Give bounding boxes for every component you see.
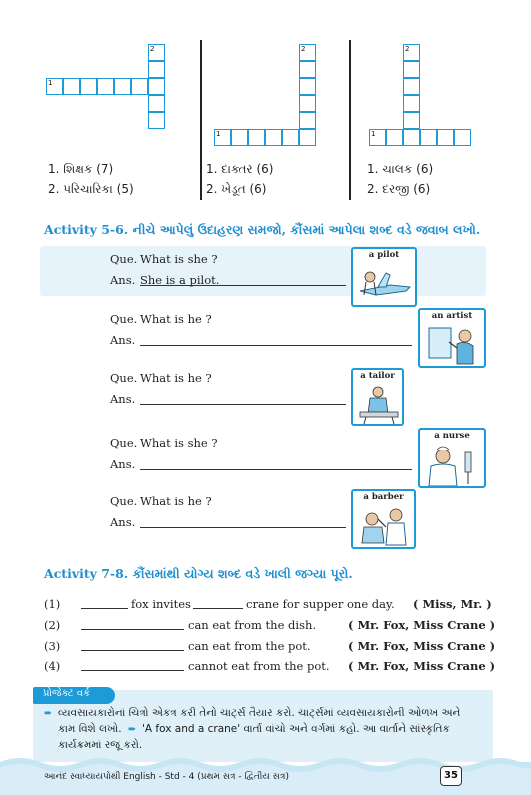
picture-caption: an artist	[431, 311, 473, 321]
nurse-illustration-icon	[423, 444, 483, 486]
item-number: (3)	[44, 639, 61, 653]
crossword-cell[interactable]	[248, 129, 265, 146]
example-panel	[40, 246, 486, 296]
que-label: Que.	[110, 436, 138, 450]
item-text: fox invites	[131, 597, 191, 611]
crossword-cell[interactable]	[114, 78, 131, 95]
crossword-cell[interactable]	[299, 61, 316, 78]
crossword-cell[interactable]	[420, 129, 437, 146]
page-number: 35	[444, 770, 458, 781]
divider	[200, 40, 202, 200]
que-label: Que.	[110, 494, 138, 508]
crossword-cell[interactable]	[231, 129, 248, 146]
project-line: કાર્યક્રમમાં રજૂ કરો.	[58, 739, 143, 751]
tailor-illustration-icon	[356, 384, 402, 424]
options-text: ( Mr. Fox, Miss Crane )	[348, 659, 496, 673]
answer-line[interactable]	[140, 285, 346, 286]
blank-line[interactable]	[193, 608, 243, 609]
que-label: Que.	[110, 371, 138, 385]
item-number: (1)	[44, 597, 61, 611]
que-label: Que.	[110, 252, 138, 266]
blank-line[interactable]	[81, 608, 128, 609]
crossword-cell[interactable]	[148, 61, 165, 78]
bullet-arrow-icon: ➨	[128, 724, 137, 735]
clue: 1. દાક્તર (6)	[206, 162, 274, 176]
blank-line[interactable]	[81, 629, 184, 630]
question-text: What is he ?	[140, 371, 212, 385]
answer-line[interactable]	[140, 345, 412, 346]
crossword-cell[interactable]	[299, 112, 316, 129]
footer-text: આનંદ સ્વાધ્યાયપોથી English - Std - 4 (પ્રથમ સત્ર - દ્વિતીય સત્ર)	[44, 772, 289, 782]
crossword-cell[interactable]	[97, 78, 114, 95]
options-text: ( Miss, Mr. )	[413, 597, 492, 611]
item-number: (2)	[44, 618, 61, 632]
bullet-arrow-icon: ➨	[44, 708, 53, 719]
cell-number: 2	[405, 45, 410, 53]
ans-label: Ans.	[110, 273, 136, 287]
picture-caption: a barber	[363, 492, 404, 502]
barber-illustration-icon	[356, 505, 414, 547]
ans-label: Ans.	[110, 333, 136, 347]
picture-artist	[418, 308, 486, 368]
ans-label: Ans.	[110, 515, 136, 529]
crossword-cell[interactable]	[265, 129, 282, 146]
crossword-cell[interactable]	[299, 78, 316, 95]
artist-illustration-icon	[423, 324, 483, 366]
clue: 2. દરજી (6)	[367, 182, 431, 196]
crossword-cell[interactable]	[131, 78, 148, 95]
crossword-cell[interactable]	[403, 112, 420, 129]
crossword-cell[interactable]	[148, 78, 165, 95]
crossword-cell[interactable]	[386, 129, 403, 146]
crossword-cell[interactable]	[148, 95, 165, 112]
crossword-cell[interactable]	[282, 129, 299, 146]
picture-pilot	[351, 247, 417, 307]
item-text: can eat from the pot.	[188, 639, 311, 653]
project-line: કામ વિશે લખો.	[58, 723, 122, 735]
blank-line[interactable]	[81, 650, 184, 651]
pilot-illustration-icon	[356, 263, 414, 305]
clue: 2. ખેડૂત (6)	[206, 182, 267, 196]
clue: 1. ચાલક (6)	[367, 162, 434, 176]
activity-title: Activity 5-6. નીચે આપેલું ઉદાહરણ સમજો, કૌંસમાં આપેલા શબ્દ વડે જવાબ લખો.	[44, 222, 481, 237]
crossword-cell[interactable]	[299, 95, 316, 112]
cell-number: 1	[371, 130, 376, 138]
question-text: What is he ?	[140, 312, 212, 326]
crossword-cell[interactable]	[403, 129, 420, 146]
cell-number: 2	[301, 45, 306, 53]
answer-text: She is a pilot.	[140, 273, 220, 287]
question-text: What is she ?	[140, 252, 218, 266]
clue: 2. પરિચારિકા (5)	[48, 182, 134, 196]
crossword-cell[interactable]	[454, 129, 471, 146]
project-line: વ્યવસાયકારોનાં ચિત્રો એકત્ર કરી તેનો ચાર્ટ્સ તૈયાર કરો. ચાર્ટ્સમાં વ્યવસાયકારોની ઓળખ અને	[58, 707, 461, 719]
blank-line[interactable]	[81, 670, 184, 671]
picture-caption: a nurse	[434, 431, 470, 441]
question-text: What is she ?	[140, 436, 218, 450]
project-line: 'A fox and a crane' વાર્તા વાંચો અને વર્ગમાં કહો. આ વાર્તાને સાંસ્કૃતિક	[142, 723, 450, 735]
picture-nurse	[418, 428, 486, 488]
ans-label: Ans.	[110, 392, 136, 406]
page-number-box	[440, 766, 462, 786]
clue: 1. શિક્ષક (7)	[48, 162, 114, 176]
answer-line[interactable]	[140, 469, 412, 470]
cell-number: 2	[150, 45, 155, 53]
question-text: What is he ?	[140, 494, 212, 508]
crossword-cell[interactable]	[299, 129, 316, 146]
answer-line[interactable]	[140, 404, 346, 405]
crossword-cell[interactable]	[403, 78, 420, 95]
item-text: cannot eat from the pot.	[188, 659, 330, 673]
cell-number: 1	[216, 130, 221, 138]
activity-title: Activity 7-8. કૌંસમાંથી યોગ્ય શબ્દ વડે ખાલી જગ્યા પૂરો.	[44, 566, 353, 581]
picture-tailor	[351, 368, 404, 426]
crossword-cell[interactable]	[80, 78, 97, 95]
picture-caption: a tailor	[360, 371, 395, 381]
project-tag	[33, 687, 115, 704]
picture-caption: a pilot	[368, 250, 400, 260]
divider	[349, 40, 351, 200]
options-text: ( Mr. Fox, Miss Crane )	[348, 618, 496, 632]
crossword-cell[interactable]	[403, 95, 420, 112]
crossword-cell[interactable]	[148, 112, 165, 129]
item-text: can eat from the dish.	[188, 618, 317, 632]
crossword-cell[interactable]	[437, 129, 454, 146]
picture-barber	[351, 489, 416, 549]
que-label: Que.	[110, 312, 138, 326]
crossword-cell[interactable]	[63, 78, 80, 95]
project-tag-label: પ્રોજેક્ટ વર્ક	[43, 688, 91, 699]
cell-number: 1	[48, 79, 53, 87]
options-text: ( Mr. Fox, Miss Crane )	[348, 639, 496, 653]
ans-label: Ans.	[110, 457, 136, 471]
answer-line[interactable]	[140, 527, 346, 528]
item-text: crane for supper one day.	[246, 597, 395, 611]
crossword-cell[interactable]	[403, 61, 420, 78]
item-number: (4)	[44, 659, 61, 673]
